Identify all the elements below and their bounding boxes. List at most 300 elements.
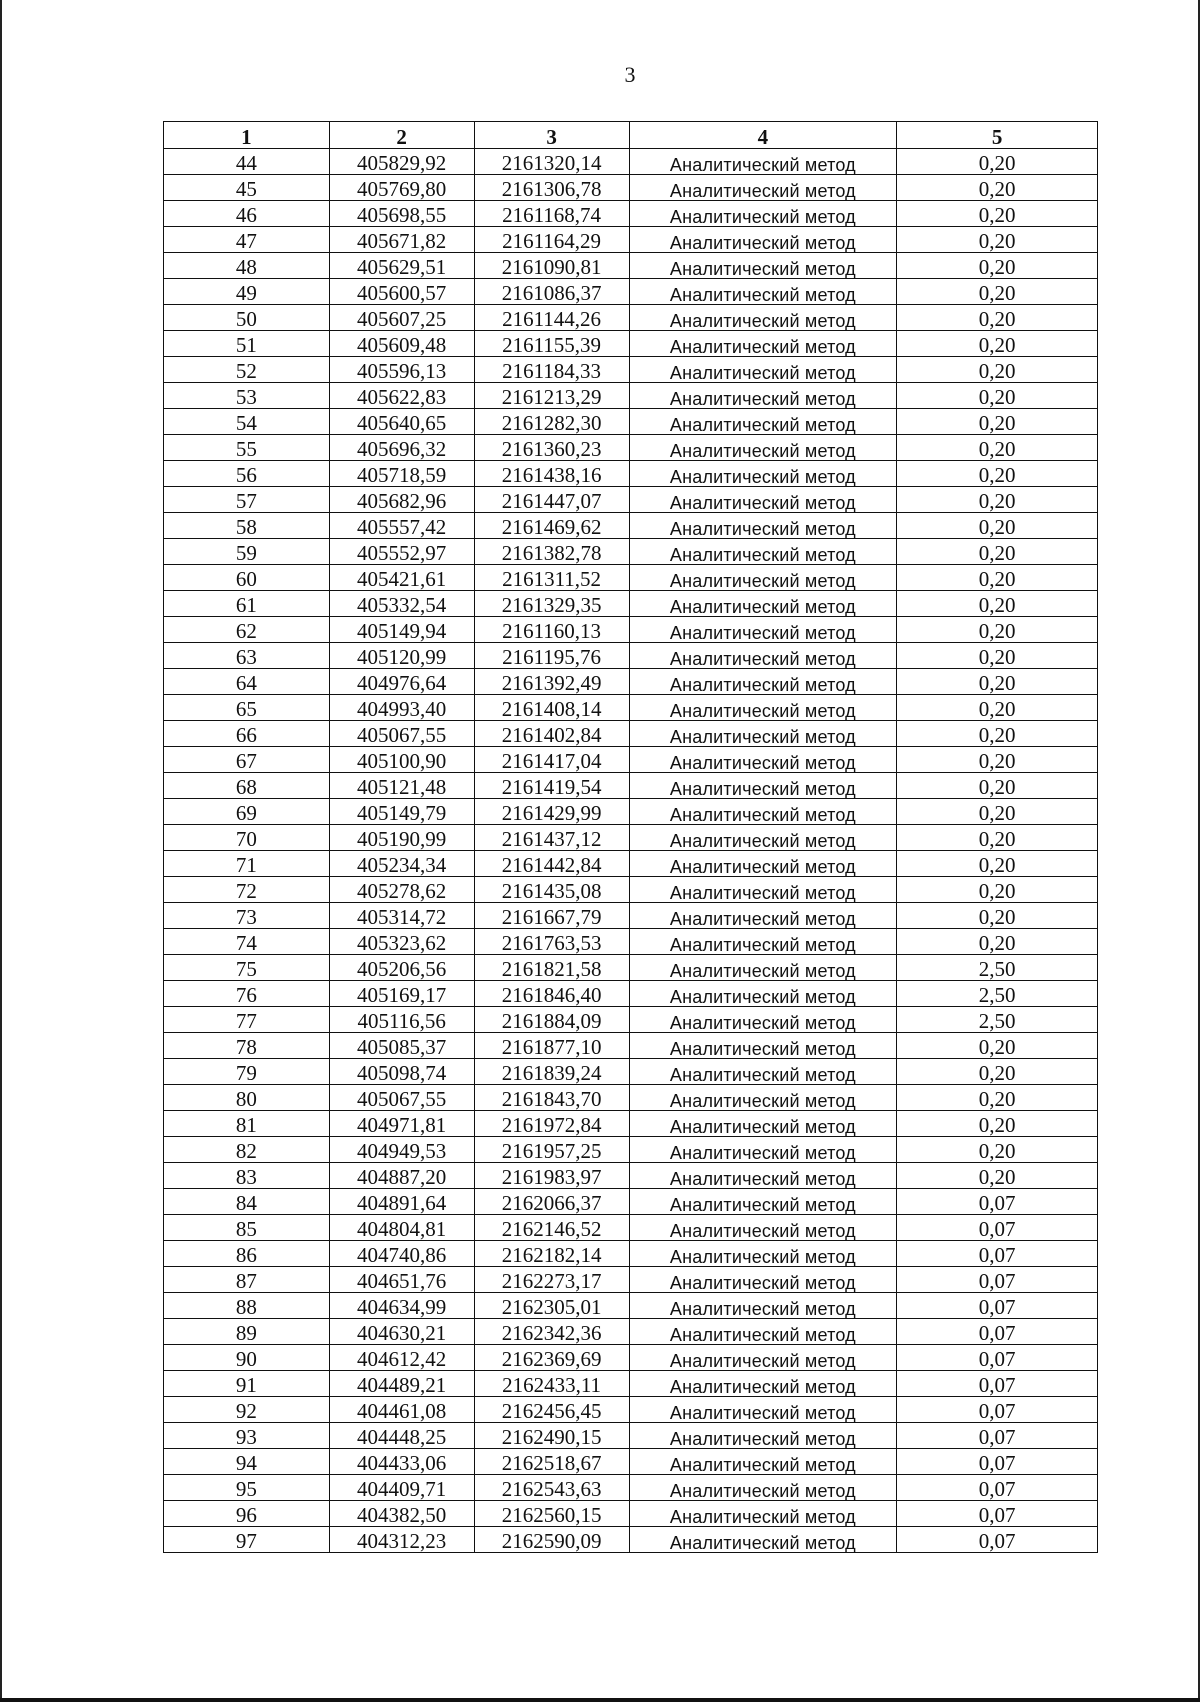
- point-number-cell: 80: [164, 1085, 330, 1111]
- method-cell: Аналитический метод: [629, 981, 897, 1007]
- x-coordinate-cell: 405671,82: [329, 227, 474, 253]
- y-coordinate-cell: 2162273,17: [474, 1267, 629, 1293]
- x-coordinate-cell: 405100,90: [329, 747, 474, 773]
- method-cell: Аналитический метод: [629, 1007, 897, 1033]
- x-coordinate-cell: 405121,48: [329, 773, 474, 799]
- method-cell: Аналитический метод: [629, 1397, 897, 1423]
- y-coordinate-cell: 2161821,58: [474, 955, 629, 981]
- accuracy-cell: 0,07: [897, 1527, 1098, 1553]
- point-number-cell: 82: [164, 1137, 330, 1163]
- accuracy-cell: 0,20: [897, 305, 1098, 331]
- accuracy-cell: 0,20: [897, 1033, 1098, 1059]
- point-number-cell: 77: [164, 1007, 330, 1033]
- accuracy-cell: 0,20: [897, 461, 1098, 487]
- accuracy-cell: 0,20: [897, 357, 1098, 383]
- accuracy-cell: 2,50: [897, 981, 1098, 1007]
- y-coordinate-cell: 2162590,09: [474, 1527, 629, 1553]
- x-coordinate-cell: 405314,72: [329, 903, 474, 929]
- accuracy-cell: 0,20: [897, 669, 1098, 695]
- method-cell: Аналитический метод: [629, 1371, 897, 1397]
- point-number-cell: 78: [164, 1033, 330, 1059]
- table-row: [164, 1371, 1098, 1397]
- x-coordinate-cell: 405696,32: [329, 435, 474, 461]
- table-row: [164, 955, 1098, 981]
- method-cell: Аналитический метод: [629, 513, 897, 539]
- method-cell: Аналитический метод: [629, 487, 897, 513]
- method-cell: Аналитический метод: [629, 1163, 897, 1189]
- x-coordinate-cell: 405332,54: [329, 591, 474, 617]
- x-coordinate-cell: 405067,55: [329, 1085, 474, 1111]
- x-coordinate-cell: 405600,57: [329, 279, 474, 305]
- y-coordinate-cell: 2161402,84: [474, 721, 629, 747]
- accuracy-cell: 0,20: [897, 903, 1098, 929]
- x-coordinate-cell: 404409,71: [329, 1475, 474, 1501]
- accuracy-cell: 0,07: [897, 1475, 1098, 1501]
- x-coordinate-cell: 405169,17: [329, 981, 474, 1007]
- point-number-cell: 61: [164, 591, 330, 617]
- y-coordinate-cell: 2161435,08: [474, 877, 629, 903]
- point-number-cell: 57: [164, 487, 330, 513]
- point-number-cell: 69: [164, 799, 330, 825]
- method-cell: Аналитический метод: [629, 1345, 897, 1371]
- point-number-cell: 88: [164, 1293, 330, 1319]
- column-header: 4: [629, 122, 897, 149]
- point-number-cell: 86: [164, 1241, 330, 1267]
- x-coordinate-cell: 405629,51: [329, 253, 474, 279]
- y-coordinate-cell: 2161877,10: [474, 1033, 629, 1059]
- y-coordinate-cell: 2161957,25: [474, 1137, 629, 1163]
- y-coordinate-cell: 2162518,67: [474, 1449, 629, 1475]
- table-row: [164, 1111, 1098, 1137]
- point-number-cell: 46: [164, 201, 330, 227]
- column-header: 5: [897, 122, 1098, 149]
- table-row: [164, 357, 1098, 383]
- method-cell: Аналитический метод: [629, 357, 897, 383]
- accuracy-cell: 0,20: [897, 773, 1098, 799]
- accuracy-cell: 0,20: [897, 227, 1098, 253]
- column-header: 3: [474, 122, 629, 149]
- accuracy-cell: 0,20: [897, 513, 1098, 539]
- y-coordinate-cell: 2161382,78: [474, 539, 629, 565]
- method-cell: Аналитический метод: [629, 1423, 897, 1449]
- method-cell: Аналитический метод: [629, 461, 897, 487]
- point-number-cell: 53: [164, 383, 330, 409]
- method-cell: Аналитический метод: [629, 955, 897, 981]
- x-coordinate-cell: 405596,13: [329, 357, 474, 383]
- table-row: [164, 565, 1098, 591]
- x-coordinate-cell: 405149,79: [329, 799, 474, 825]
- point-number-cell: 67: [164, 747, 330, 773]
- method-cell: Аналитический метод: [629, 409, 897, 435]
- x-coordinate-cell: 404887,20: [329, 1163, 474, 1189]
- table-row: [164, 695, 1098, 721]
- table-row: [164, 591, 1098, 617]
- point-number-cell: 50: [164, 305, 330, 331]
- x-coordinate-cell: 404382,50: [329, 1501, 474, 1527]
- point-number-cell: 83: [164, 1163, 330, 1189]
- x-coordinate-cell: 404993,40: [329, 695, 474, 721]
- table-row: [164, 1397, 1098, 1423]
- x-coordinate-cell: 405234,34: [329, 851, 474, 877]
- point-number-cell: 74: [164, 929, 330, 955]
- point-number-cell: 59: [164, 539, 330, 565]
- accuracy-cell: 0,20: [897, 279, 1098, 305]
- y-coordinate-cell: 2161408,14: [474, 695, 629, 721]
- y-coordinate-cell: 2162146,52: [474, 1215, 629, 1241]
- table-header-row: [164, 122, 1098, 149]
- accuracy-cell: 0,20: [897, 929, 1098, 955]
- x-coordinate-cell: 405098,74: [329, 1059, 474, 1085]
- x-coordinate-cell: 405557,42: [329, 513, 474, 539]
- x-coordinate-cell: 404433,06: [329, 1449, 474, 1475]
- point-number-cell: 62: [164, 617, 330, 643]
- page-number: 3: [624, 62, 636, 87]
- y-coordinate-cell: 2161469,62: [474, 513, 629, 539]
- point-number-cell: 63: [164, 643, 330, 669]
- point-number-cell: 79: [164, 1059, 330, 1085]
- method-cell: Аналитический метод: [629, 1137, 897, 1163]
- y-coordinate-cell: 2161306,78: [474, 175, 629, 201]
- point-number-cell: 70: [164, 825, 330, 851]
- accuracy-cell: 0,20: [897, 643, 1098, 669]
- y-coordinate-cell: 2162433,11: [474, 1371, 629, 1397]
- x-coordinate-cell: 404740,86: [329, 1241, 474, 1267]
- accuracy-cell: 0,20: [897, 591, 1098, 617]
- x-coordinate-cell: 404976,64: [329, 669, 474, 695]
- point-number-cell: 93: [164, 1423, 330, 1449]
- y-coordinate-cell: 2161839,24: [474, 1059, 629, 1085]
- point-number-cell: 68: [164, 773, 330, 799]
- point-number-cell: 58: [164, 513, 330, 539]
- point-number-cell: 44: [164, 149, 330, 175]
- y-coordinate-cell: 2161329,35: [474, 591, 629, 617]
- point-number-cell: 81: [164, 1111, 330, 1137]
- point-number-cell: 84: [164, 1189, 330, 1215]
- accuracy-cell: 0,20: [897, 617, 1098, 643]
- method-cell: Аналитический метод: [629, 227, 897, 253]
- x-coordinate-cell: 405769,80: [329, 175, 474, 201]
- point-number-cell: 54: [164, 409, 330, 435]
- y-coordinate-cell: 2161419,54: [474, 773, 629, 799]
- table-row: [164, 1475, 1098, 1501]
- point-number-cell: 91: [164, 1371, 330, 1397]
- table-row: [164, 643, 1098, 669]
- table-row: [164, 1085, 1098, 1111]
- table-row: [164, 721, 1098, 747]
- method-cell: Аналитический метод: [629, 721, 897, 747]
- accuracy-cell: 0,07: [897, 1345, 1098, 1371]
- method-cell: Аналитический метод: [629, 1527, 897, 1553]
- x-coordinate-cell: 405206,56: [329, 955, 474, 981]
- y-coordinate-cell: 2161442,84: [474, 851, 629, 877]
- x-coordinate-cell: 404891,64: [329, 1189, 474, 1215]
- y-coordinate-cell: 2162182,14: [474, 1241, 629, 1267]
- y-coordinate-cell: 2161360,23: [474, 435, 629, 461]
- table-row: [164, 149, 1098, 175]
- method-cell: Аналитический метод: [629, 1241, 897, 1267]
- accuracy-cell: 0,20: [897, 565, 1098, 591]
- x-coordinate-cell: 405682,96: [329, 487, 474, 513]
- method-cell: Аналитический метод: [629, 903, 897, 929]
- method-cell: Аналитический метод: [629, 175, 897, 201]
- table-row: [164, 1319, 1098, 1345]
- table-row: [164, 461, 1098, 487]
- table-row: [164, 253, 1098, 279]
- column-header: 2: [329, 122, 474, 149]
- method-cell: Аналитический метод: [629, 1501, 897, 1527]
- y-coordinate-cell: 2161213,29: [474, 383, 629, 409]
- accuracy-cell: 0,20: [897, 487, 1098, 513]
- y-coordinate-cell: 2161195,76: [474, 643, 629, 669]
- table-row: [164, 903, 1098, 929]
- y-coordinate-cell: 2162490,15: [474, 1423, 629, 1449]
- point-number-cell: 96: [164, 1501, 330, 1527]
- table-row: [164, 383, 1098, 409]
- y-coordinate-cell: 2162066,37: [474, 1189, 629, 1215]
- x-coordinate-cell: 404489,21: [329, 1371, 474, 1397]
- y-coordinate-cell: 2161090,81: [474, 253, 629, 279]
- method-cell: Аналитический метод: [629, 773, 897, 799]
- y-coordinate-cell: 2161392,49: [474, 669, 629, 695]
- accuracy-cell: 0,07: [897, 1501, 1098, 1527]
- point-number-cell: 47: [164, 227, 330, 253]
- y-coordinate-cell: 2162305,01: [474, 1293, 629, 1319]
- table-row: [164, 1293, 1098, 1319]
- method-cell: Аналитический метод: [629, 565, 897, 591]
- table-row: [164, 981, 1098, 1007]
- table-row: [164, 1345, 1098, 1371]
- method-cell: Аналитический метод: [629, 1293, 897, 1319]
- y-coordinate-cell: 2161846,40: [474, 981, 629, 1007]
- column-header: 1: [164, 122, 330, 149]
- accuracy-cell: 0,20: [897, 1085, 1098, 1111]
- method-cell: Аналитический метод: [629, 383, 897, 409]
- accuracy-cell: 0,20: [897, 1137, 1098, 1163]
- table-row: [164, 227, 1098, 253]
- table-row: [164, 331, 1098, 357]
- x-coordinate-cell: 405149,94: [329, 617, 474, 643]
- x-coordinate-cell: 405698,55: [329, 201, 474, 227]
- x-coordinate-cell: 405609,48: [329, 331, 474, 357]
- y-coordinate-cell: 2161447,07: [474, 487, 629, 513]
- method-cell: Аналитический метод: [629, 539, 897, 565]
- accuracy-cell: 0,20: [897, 799, 1098, 825]
- x-coordinate-cell: 405067,55: [329, 721, 474, 747]
- table-row: [164, 669, 1098, 695]
- y-coordinate-cell: 2161164,29: [474, 227, 629, 253]
- y-coordinate-cell: 2161184,33: [474, 357, 629, 383]
- x-coordinate-cell: 405190,99: [329, 825, 474, 851]
- x-coordinate-cell: 405120,99: [329, 643, 474, 669]
- table-row: [164, 1007, 1098, 1033]
- point-number-cell: 87: [164, 1267, 330, 1293]
- table-row: [164, 539, 1098, 565]
- method-cell: Аналитический метод: [629, 617, 897, 643]
- table-row: [164, 409, 1098, 435]
- coordinates-table: [163, 121, 1098, 1553]
- page-border-left: [0, 0, 2, 1702]
- x-coordinate-cell: 404612,42: [329, 1345, 474, 1371]
- point-number-cell: 60: [164, 565, 330, 591]
- y-coordinate-cell: 2161972,84: [474, 1111, 629, 1137]
- x-coordinate-cell: 405116,56: [329, 1007, 474, 1033]
- accuracy-cell: 0,07: [897, 1189, 1098, 1215]
- method-cell: Аналитический метод: [629, 149, 897, 175]
- y-coordinate-cell: 2161311,52: [474, 565, 629, 591]
- y-coordinate-cell: 2161086,37: [474, 279, 629, 305]
- x-coordinate-cell: 405640,65: [329, 409, 474, 435]
- accuracy-cell: 0,20: [897, 721, 1098, 747]
- method-cell: Аналитический метод: [629, 669, 897, 695]
- method-cell: Аналитический метод: [629, 1475, 897, 1501]
- table-row: [164, 1189, 1098, 1215]
- x-coordinate-cell: 405278,62: [329, 877, 474, 903]
- method-cell: Аналитический метод: [629, 1449, 897, 1475]
- y-coordinate-cell: 2161417,04: [474, 747, 629, 773]
- accuracy-cell: 0,20: [897, 201, 1098, 227]
- point-number-cell: 48: [164, 253, 330, 279]
- table-row: [164, 825, 1098, 851]
- method-cell: Аналитический метод: [629, 1189, 897, 1215]
- accuracy-cell: 0,07: [897, 1267, 1098, 1293]
- x-coordinate-cell: 404949,53: [329, 1137, 474, 1163]
- x-coordinate-cell: 405622,83: [329, 383, 474, 409]
- method-cell: Аналитический метод: [629, 799, 897, 825]
- point-number-cell: 45: [164, 175, 330, 201]
- accuracy-cell: 0,20: [897, 747, 1098, 773]
- y-coordinate-cell: 2161438,16: [474, 461, 629, 487]
- page-border-bottom: [0, 1698, 1200, 1702]
- table-row: [164, 1215, 1098, 1241]
- accuracy-cell: 2,50: [897, 955, 1098, 981]
- table-row: [164, 851, 1098, 877]
- point-number-cell: 66: [164, 721, 330, 747]
- accuracy-cell: 0,20: [897, 435, 1098, 461]
- accuracy-cell: 0,20: [897, 331, 1098, 357]
- method-cell: Аналитический метод: [629, 643, 897, 669]
- point-number-cell: 56: [164, 461, 330, 487]
- accuracy-cell: 0,20: [897, 1163, 1098, 1189]
- y-coordinate-cell: 2161168,74: [474, 201, 629, 227]
- accuracy-cell: 0,07: [897, 1449, 1098, 1475]
- table-row: [164, 929, 1098, 955]
- accuracy-cell: 0,07: [897, 1319, 1098, 1345]
- accuracy-cell: 0,20: [897, 825, 1098, 851]
- table-row: [164, 1163, 1098, 1189]
- x-coordinate-cell: 405421,61: [329, 565, 474, 591]
- y-coordinate-cell: 2161144,26: [474, 305, 629, 331]
- method-cell: Аналитический метод: [629, 1059, 897, 1085]
- method-cell: Аналитический метод: [629, 1319, 897, 1345]
- method-cell: Аналитический метод: [629, 1267, 897, 1293]
- point-number-cell: 72: [164, 877, 330, 903]
- table-row: [164, 747, 1098, 773]
- x-coordinate-cell: 405829,92: [329, 149, 474, 175]
- accuracy-cell: 0,20: [897, 851, 1098, 877]
- table-body: [164, 149, 1098, 1553]
- method-cell: Аналитический метод: [629, 695, 897, 721]
- point-number-cell: 92: [164, 1397, 330, 1423]
- table-row: [164, 1449, 1098, 1475]
- accuracy-cell: 0,07: [897, 1241, 1098, 1267]
- method-cell: Аналитический метод: [629, 851, 897, 877]
- y-coordinate-cell: 2161667,79: [474, 903, 629, 929]
- point-number-cell: 94: [164, 1449, 330, 1475]
- accuracy-cell: 0,20: [897, 695, 1098, 721]
- table-row: [164, 201, 1098, 227]
- y-coordinate-cell: 2161282,30: [474, 409, 629, 435]
- accuracy-cell: 0,20: [897, 149, 1098, 175]
- y-coordinate-cell: 2161429,99: [474, 799, 629, 825]
- method-cell: Аналитический метод: [629, 1111, 897, 1137]
- y-coordinate-cell: 2161320,14: [474, 149, 629, 175]
- accuracy-cell: 0,20: [897, 383, 1098, 409]
- accuracy-cell: 0,20: [897, 1059, 1098, 1085]
- y-coordinate-cell: 2161983,97: [474, 1163, 629, 1189]
- accuracy-cell: 0,07: [897, 1215, 1098, 1241]
- table-row: [164, 1241, 1098, 1267]
- method-cell: Аналитический метод: [629, 877, 897, 903]
- y-coordinate-cell: 2162543,63: [474, 1475, 629, 1501]
- y-coordinate-cell: 2161884,09: [474, 1007, 629, 1033]
- x-coordinate-cell: 404804,81: [329, 1215, 474, 1241]
- point-number-cell: 55: [164, 435, 330, 461]
- method-cell: Аналитический метод: [629, 1215, 897, 1241]
- table-row: [164, 799, 1098, 825]
- method-cell: Аналитический метод: [629, 279, 897, 305]
- accuracy-cell: 2,50: [897, 1007, 1098, 1033]
- table-row: [164, 435, 1098, 461]
- table-row: [164, 1501, 1098, 1527]
- accuracy-cell: 0,07: [897, 1397, 1098, 1423]
- accuracy-cell: 0,20: [897, 877, 1098, 903]
- accuracy-cell: 0,07: [897, 1371, 1098, 1397]
- x-coordinate-cell: 405323,62: [329, 929, 474, 955]
- y-coordinate-cell: 2162456,45: [474, 1397, 629, 1423]
- method-cell: Аналитический метод: [629, 435, 897, 461]
- method-cell: Аналитический метод: [629, 1085, 897, 1111]
- point-number-cell: 75: [164, 955, 330, 981]
- y-coordinate-cell: 2161763,53: [474, 929, 629, 955]
- accuracy-cell: 0,07: [897, 1423, 1098, 1449]
- accuracy-cell: 0,20: [897, 175, 1098, 201]
- y-coordinate-cell: 2162369,69: [474, 1345, 629, 1371]
- point-number-cell: 89: [164, 1319, 330, 1345]
- x-coordinate-cell: 405552,97: [329, 539, 474, 565]
- point-number-cell: 65: [164, 695, 330, 721]
- table-row: [164, 487, 1098, 513]
- x-coordinate-cell: 404448,25: [329, 1423, 474, 1449]
- y-coordinate-cell: 2161843,70: [474, 1085, 629, 1111]
- point-number-cell: 95: [164, 1475, 330, 1501]
- table-row: [164, 279, 1098, 305]
- table-row: [164, 1137, 1098, 1163]
- method-cell: Аналитический метод: [629, 201, 897, 227]
- point-number-cell: 51: [164, 331, 330, 357]
- method-cell: Аналитический метод: [629, 1033, 897, 1059]
- table-row: [164, 617, 1098, 643]
- x-coordinate-cell: 404634,99: [329, 1293, 474, 1319]
- method-cell: Аналитический метод: [629, 929, 897, 955]
- point-number-cell: 49: [164, 279, 330, 305]
- table-row: [164, 305, 1098, 331]
- method-cell: Аналитический метод: [629, 253, 897, 279]
- accuracy-cell: 0,20: [897, 253, 1098, 279]
- accuracy-cell: 0,20: [897, 409, 1098, 435]
- point-number-cell: 76: [164, 981, 330, 1007]
- table-row: [164, 1527, 1098, 1553]
- point-number-cell: 64: [164, 669, 330, 695]
